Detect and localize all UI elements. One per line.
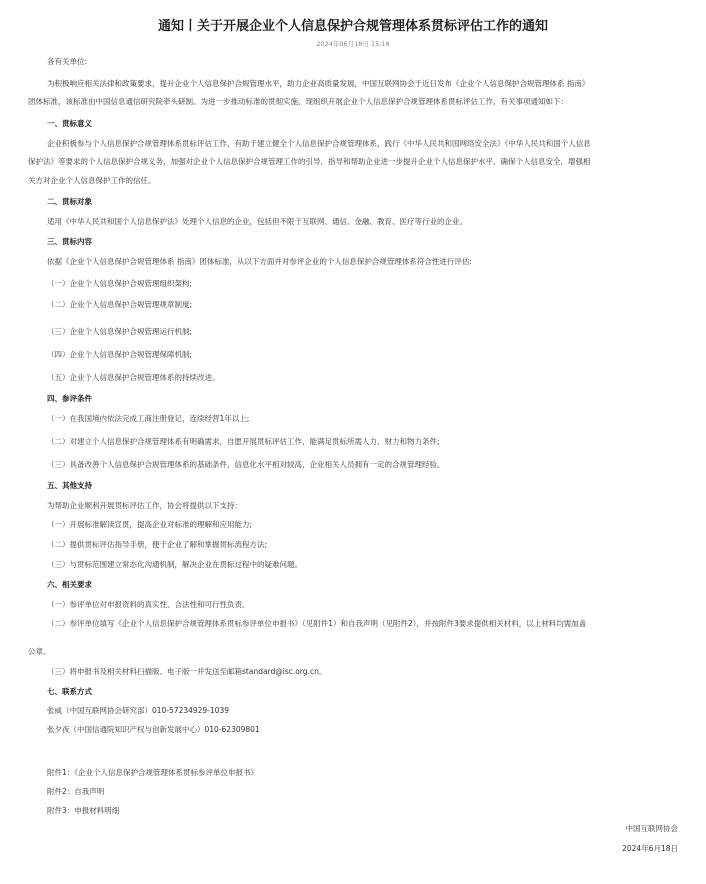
content-list-item: （五）企业个人信息保护合规管理体系的持续改进。: [47, 373, 220, 382]
requirements-list-item: （一）参评单位对申报资料的真实性、合法性和可行性负责。: [47, 600, 250, 609]
content-list-item: （四）企业个人信息保护合规管理保障机制;: [47, 350, 193, 359]
section-heading-significance: 一、贯标意义: [47, 119, 92, 128]
section-heading-contact: 七、联系方式: [47, 687, 92, 696]
conditions-list-item: （一）在我国境内依法完成工商注册登记，连续经营1年以上;: [47, 414, 250, 423]
signature-date: 2024年6月18日: [622, 844, 678, 853]
requirements-list-item-continuation: 公章。: [28, 647, 51, 656]
target-paragraph: 适用《中华人民共和国个人信息保护法》处理个人信息的企业，包括但不限于互联网、通信、金融、教育、医疗等行业的企业。: [47, 217, 467, 226]
requirements-list-item: （三）将申报书及相关材料扫描版、电子版一并发送至邮箱standard@isc.org.cn。: [47, 667, 327, 676]
support-paragraph: 为帮助企业顺利开展贯标评估工作，协会将提供以下支持：: [47, 501, 242, 510]
attachment-line: 附件3：申报材料明细: [47, 806, 120, 815]
support-list-item: （二）提供贯标评估指导手册，便于企业了解和掌握贯标流程方法;: [47, 540, 268, 549]
conditions-list-item: （二）对建立个人信息保护合规管理体系有明确需求，自愿开展贯标评估工作，能满足贯标所需人力、财力和物力条件;: [47, 437, 440, 446]
content-list-item: （一）企业个人信息保护合规管理组织架构;: [47, 279, 193, 288]
contact-line: 张夕夜（中国信通院知识产权与创新发展中心）010-62309801: [47, 725, 260, 734]
section-heading-conditions: 四、参评条件: [47, 394, 92, 403]
section-heading-content: 三、贯标内容: [47, 237, 92, 246]
section-heading-support: 五、其他支持: [47, 481, 92, 490]
intro-paragraph-line: 为积极响应相关法律和政策要求，提升企业个人信息保护合规管理水平，助力企业高质量发展，中国互联网协会于近日发布《企业个人信息保护合规管理体系 指南》: [47, 79, 590, 88]
publish-date: 2024年06月18日 15:18: [316, 40, 390, 48]
article-title: 通知丨关于开展企业个人信息保护合规管理体系贯标评估工作的通知: [157, 19, 548, 34]
section-heading-target: 二、贯标对象: [47, 197, 92, 206]
content-list-item: （二）企业个人信息保护合规管理规章制度;: [47, 300, 193, 309]
significance-paragraph-line: 企业积极参与个人信息保护合规管理体系贯标评估工作，有助于建立健全个人信息保护合规管理体系，践行《中华人民共和国网络安全法》《中华人民共和国个人信息: [47, 139, 591, 148]
support-list-item: （一）开展标准解读宣贯，提高企业对标准的理解和应用能力;: [47, 520, 253, 529]
intro-paragraph-line: 团体标准，该标准由中国信息通信研究院牵头研制。为进一步推动标准的贯彻实施，现组织开展企业个人信息保护合规管理体系贯标评估工作，有关事项通知如下：: [28, 97, 568, 106]
content-list-item: （三）企业个人信息保护合规管理运行机制;: [47, 327, 193, 336]
section-heading-requirements: 六、相关要求: [47, 580, 92, 589]
significance-paragraph-line: 保护法》等要求的个人信息保护合规义务，加强对企业个人信息保护合规管理工作的引导，指导和帮助企业进一步提升企业个人信息保护水平，确保个人信息安全，增强相: [28, 157, 591, 166]
significance-paragraph-line: 关方对企业个人信息保护工作的信任。: [28, 176, 156, 185]
contact-line: 张威（中国互联网协会研究部）010-57234929-1039: [47, 706, 229, 715]
requirements-list-item: （二）参评单位填写《企业个人信息保护合规管理体系贯标参评单位申报书》（见附件1）和自我声明（见附件2），并按附件3要求提供相关材料，以上材料均需加盖: [47, 619, 587, 628]
content-paragraph: 依据《企业个人信息保护合规管理体系 指南》团体标准，从以下方面并对参评企业的个人信息保护合规管理体系符合性进行评估:: [47, 257, 472, 266]
greeting: 各有关单位:: [47, 57, 88, 66]
signature-organization: 中国互联网协会: [625, 824, 678, 833]
conditions-list-item: （三）具备改善个人信息保护合规管理体系的基础条件，信息化水平相对较高，企业相关人员拥有一定的合规管理经验。: [47, 460, 445, 469]
attachment-line: 附件1：《企业个人信息保护合规管理体系贯标参评单位申报书》: [47, 768, 259, 777]
attachment-line: 附件2：自我声明: [47, 787, 105, 796]
support-list-item: （三）与贯标范围建立常态化沟通机制，解决企业在贯标过程中的疑难问题。: [47, 560, 302, 569]
